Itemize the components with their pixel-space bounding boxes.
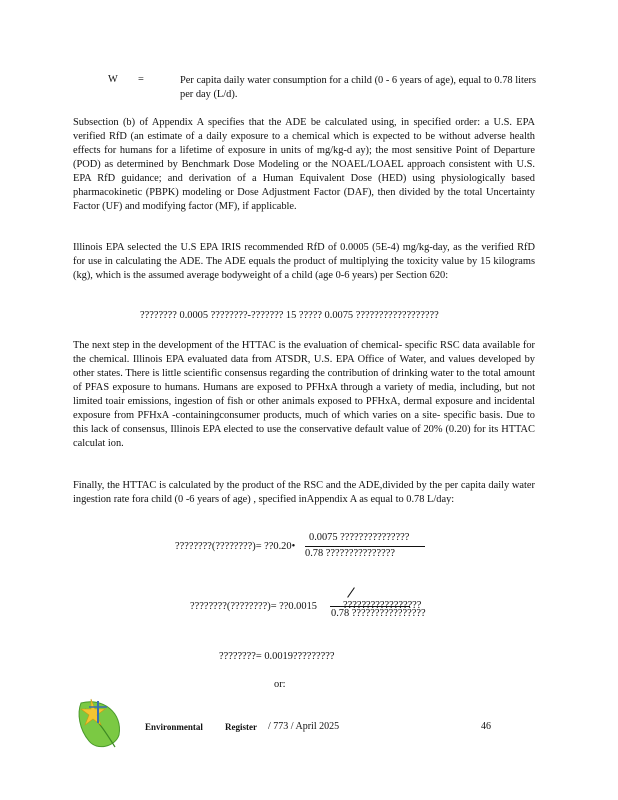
equation-httac-2-numerator: ????????????????? <box>343 600 422 611</box>
definition-symbol: W <box>108 74 118 85</box>
strike-mark <box>347 587 355 597</box>
equation-httac-2-denominator: 0.78 ???????????????? <box>331 608 426 619</box>
equation-httac-2-left: ????????(????????)= ??0.0015 <box>190 601 317 612</box>
paragraph-rfd-selection: Illinois EPA selected the U.S EPA IRIS recommended RfD of 0.0005 (5E-4) mg/kg-day, as the verified RfD for use in calculating the ADE. The ADE equals the product of multiplying the toxicity value by 15 kilograms (kg), which is the assumed average bodyweight of a child (age 0-6 years) per Section 620: <box>73 242 535 281</box>
equation-httac-1-numerator: 0.0075 ??????????????? <box>309 532 410 543</box>
equation-httac-3: ????????= 0.0019????????? <box>219 651 335 662</box>
equation-httac-1-denominator: 0.78 ??????????????? <box>305 548 395 559</box>
fraction-bar-1 <box>305 546 425 547</box>
footer-environmental: Environmental <box>145 722 203 732</box>
environmental-register-logo <box>75 695 125 751</box>
paragraph-httac: Finally, the HTTAC is calculated by the product of the RSC and the ADE,divided by the per capita daily water ingestion rate fora child (0 -6 years of age) , specified inAppendix A as equal to 0.78 L/day: <box>73 480 535 505</box>
footer-register: Register <box>225 722 257 732</box>
paragraph-subsection-b: Subsection (b) of Appendix A specifies that the ADE be calculated using, in specified order: a U.S. EPA verified RfD (an estimate of a daily exposure to a chemical which is expected to be without adverse health effects for humans for a lifetime of exposure in units of mg/kg-d ay); the most sensitive Point of Departure (POD) as determined by Benchmark Dose Modeling or the NOAEL/LOAEL approach consistent with U.S. EPA RfD guidance; and derivation of a Human Equivalent Dose (HED) using physiologically based pharmacokinetic (PBPK) modeling or Dose Adjustment Factor (DAF), then divided by the total Uncertainty Factor (UF) and modifying factor (MF), if applicable. <box>73 117 535 212</box>
definition-equals: = <box>138 74 144 85</box>
fraction-bar-2 <box>330 606 410 607</box>
footer-page-number: 46 <box>481 721 491 732</box>
or-label: or: <box>274 679 286 690</box>
footer-issue: / 773 / April 2025 <box>268 721 340 732</box>
equation-ade: ???????? 0.0005 ????????-??????? 15 ????? 0.0075 ?????????????????? <box>140 310 439 321</box>
equation-httac-1-left: ????????(????????)= ??0.20• <box>175 541 296 552</box>
paragraph-rsc: The next step in the development of the HTTAC is the evaluation of chemical- specific RSC data available for the chemical. Illinois EPA evaluated data from ATSDR, U.S. EPA Office of Water, and values developed by other states. There is little scientific consensus regarding the contribution of drinking water to the total amount of PFAS exposure to humans. Humans are exposed to PFHxA through a variety of media, including, but not limited toair emissions, ingestion of fish or other animals exposed to PFHxA, dermal exposure and incidental exposure from PFHxA -containingconsumer products, much of which varies on a site- specific basis. Due to this lack of consensus, Illinois EPA elected to use the conservative default value of 20% (0.20) for its HTTAC calculat ion. <box>73 340 535 449</box>
definition-text: Per capita daily water consumption for a child (0 - 6 years of age), equal to 0.78 liters per day (L/d). <box>180 75 536 100</box>
